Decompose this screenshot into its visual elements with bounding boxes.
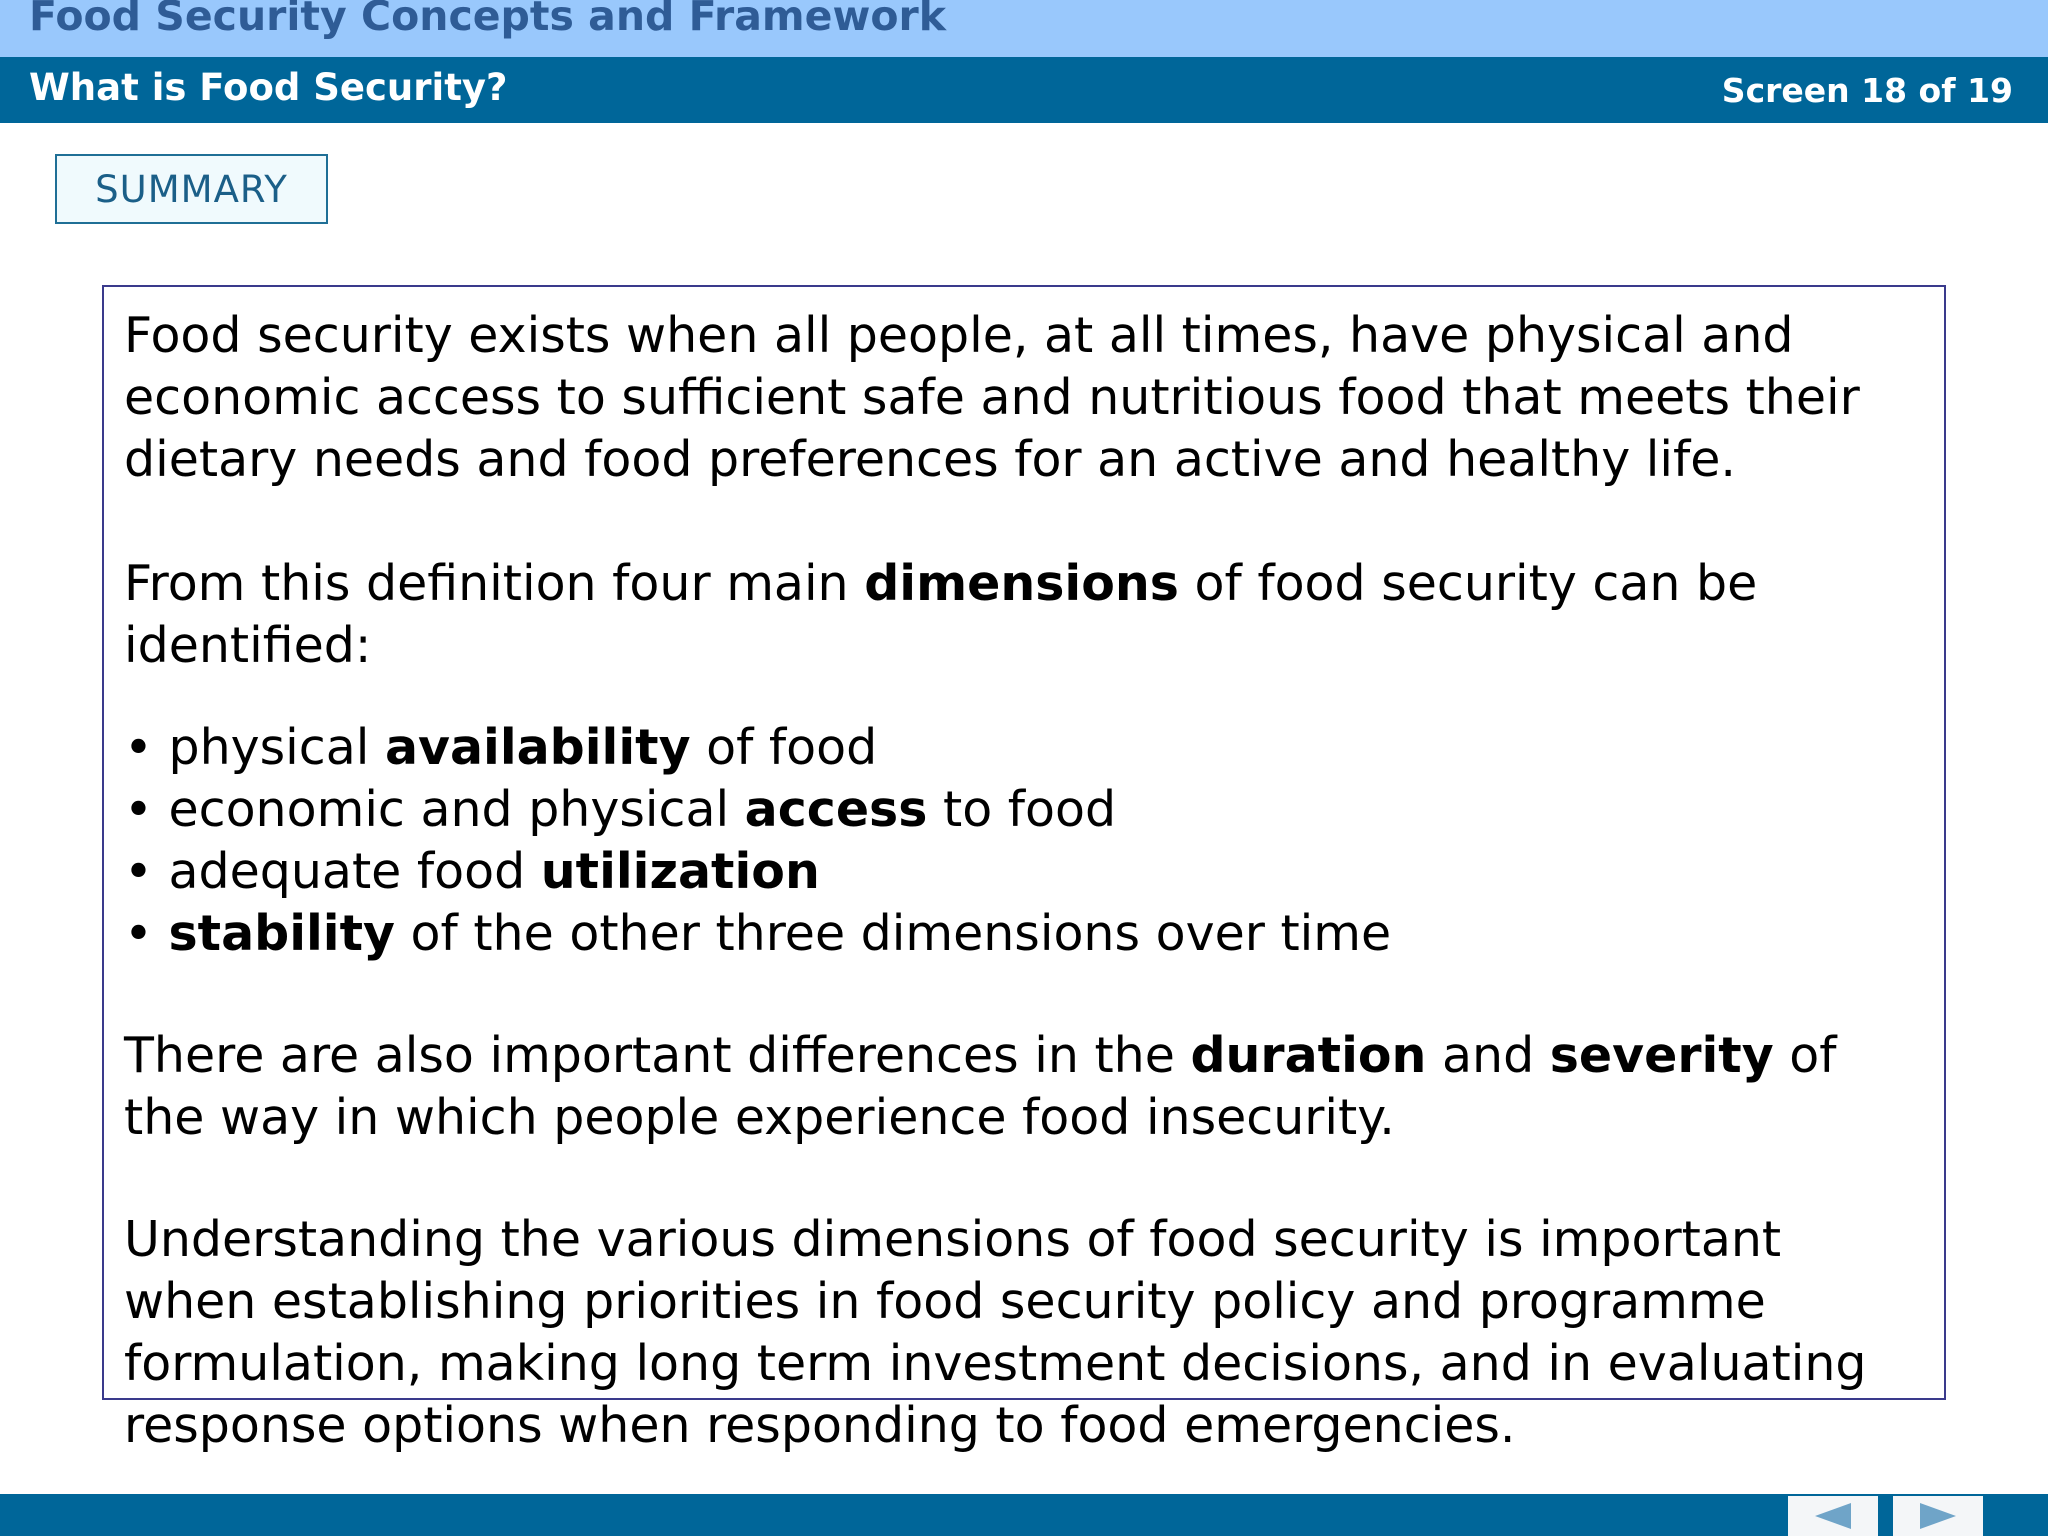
next-screen-button[interactable] bbox=[1893, 1496, 1983, 1536]
bullet-icon: • bbox=[124, 781, 153, 838]
definition-paragraph: Food security exists when all people, at all times, have physical and economic access to sufficient safe and nutritious food that meets their dietary needs and food preferences for an active and healthy life. bbox=[124, 307, 1860, 488]
duration-text-2: and bbox=[1426, 1027, 1550, 1084]
list-item-text: physical bbox=[168, 719, 385, 776]
course-header-bar bbox=[0, 0, 2048, 57]
list-item-text-end: of food bbox=[690, 719, 878, 776]
list-item bbox=[124, 903, 1924, 965]
bullet-icon: • bbox=[124, 719, 153, 776]
understanding-paragraph: Understanding the various dimensions of food security is important when establishing priorities in food security policy and programme formulation, making long term investment decisions, and in evaluating response options when responding to food emergencies. bbox=[124, 1211, 1867, 1454]
list-item bbox=[124, 779, 1924, 841]
duration-text-3: of the way in which people experience food insecurity. bbox=[124, 1027, 1837, 1146]
list-item-bold: stability bbox=[168, 905, 395, 962]
duration-text-1: There are also important differences in the bbox=[124, 1027, 1191, 1084]
list-item-text: economic and physical bbox=[168, 781, 745, 838]
duration-bold: duration bbox=[1190, 1027, 1427, 1084]
bullet-icon: • bbox=[124, 843, 153, 900]
summary-content-box bbox=[102, 285, 1946, 1454]
section-title: What is Food Security? bbox=[29, 66, 508, 109]
triangle-left-icon bbox=[1811, 1501, 1855, 1531]
summary-label: SUMMARY bbox=[55, 154, 328, 224]
severity-bold: severity bbox=[1549, 1027, 1774, 1084]
duration-severity-paragraph bbox=[124, 1025, 1924, 1149]
previous-screen-button[interactable] bbox=[1788, 1496, 1878, 1536]
list-item-text-end: of the other three dimensions over time bbox=[394, 905, 1392, 962]
list-item-text: adequate food bbox=[168, 843, 541, 900]
section-header-bar bbox=[0, 57, 2048, 123]
course-title: Food Security Concepts and Framework bbox=[29, 0, 946, 40]
dimensions-intro-paragraph bbox=[124, 553, 1924, 677]
triangle-right-icon bbox=[1916, 1501, 1960, 1531]
list-item-bold: availability bbox=[384, 719, 691, 776]
screen-counter: Screen 18 of 19 bbox=[1721, 71, 2013, 110]
dimensions-intro-bold: dimensions bbox=[864, 555, 1179, 612]
list-item-bold: access bbox=[744, 781, 928, 838]
list-item bbox=[124, 717, 1924, 779]
dimensions-list bbox=[124, 717, 1924, 965]
list-item-bold: utilization bbox=[540, 843, 820, 900]
bullet-icon: • bbox=[124, 905, 153, 962]
footer-bar bbox=[0, 1494, 2048, 1536]
dimensions-intro-text-end: of food security can be identified: bbox=[124, 555, 1758, 674]
list-item bbox=[124, 841, 1924, 903]
list-item-text-end: to food bbox=[927, 781, 1117, 838]
dimensions-intro-text: From this definition four main bbox=[124, 555, 865, 612]
